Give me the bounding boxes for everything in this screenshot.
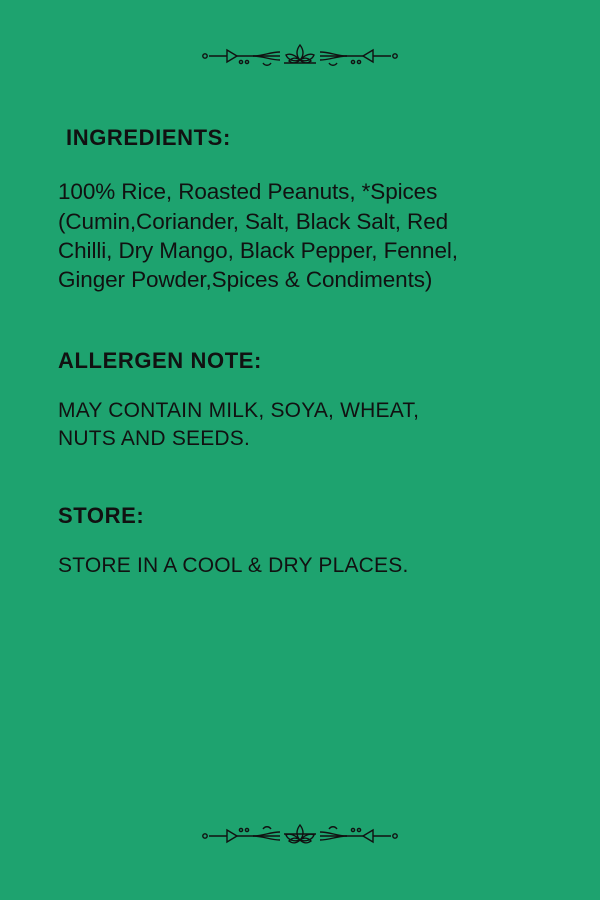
ingredients-line: 100% Rice, Roasted Peanuts, *Spices [58,179,438,205]
allergen-heading: ALLERGEN NOTE: [58,348,262,374]
allergen-line: NUTS AND SEEDS. [58,427,251,451]
store-line: STORE IN A COOL & DRY PLACES. [58,553,409,577]
ingredients-body [58,177,568,294]
floral-divider-ornament [175,36,425,76]
allergen-line: MAY CONTAIN MILK, SOYA, WHEAT, [58,398,420,422]
store-heading: STORE: [58,503,145,529]
label-content [58,125,568,580]
allergen-body [58,397,568,454]
ingredients-line: Ginger Powder,Spices & Condiments) [58,267,433,293]
ingredients-heading: INGREDIENTS: [66,125,231,150]
ingredients-line: (Cumin,Coriander, Salt, Black Salt, Red [58,208,449,234]
floral-divider-ornament [175,816,425,856]
top-ornament [0,36,600,76]
bottom-ornament [0,816,600,856]
ingredients-line: Chilli, Dry Mango, Black Pepper, Fennel, [58,237,458,263]
store-body [58,552,568,580]
